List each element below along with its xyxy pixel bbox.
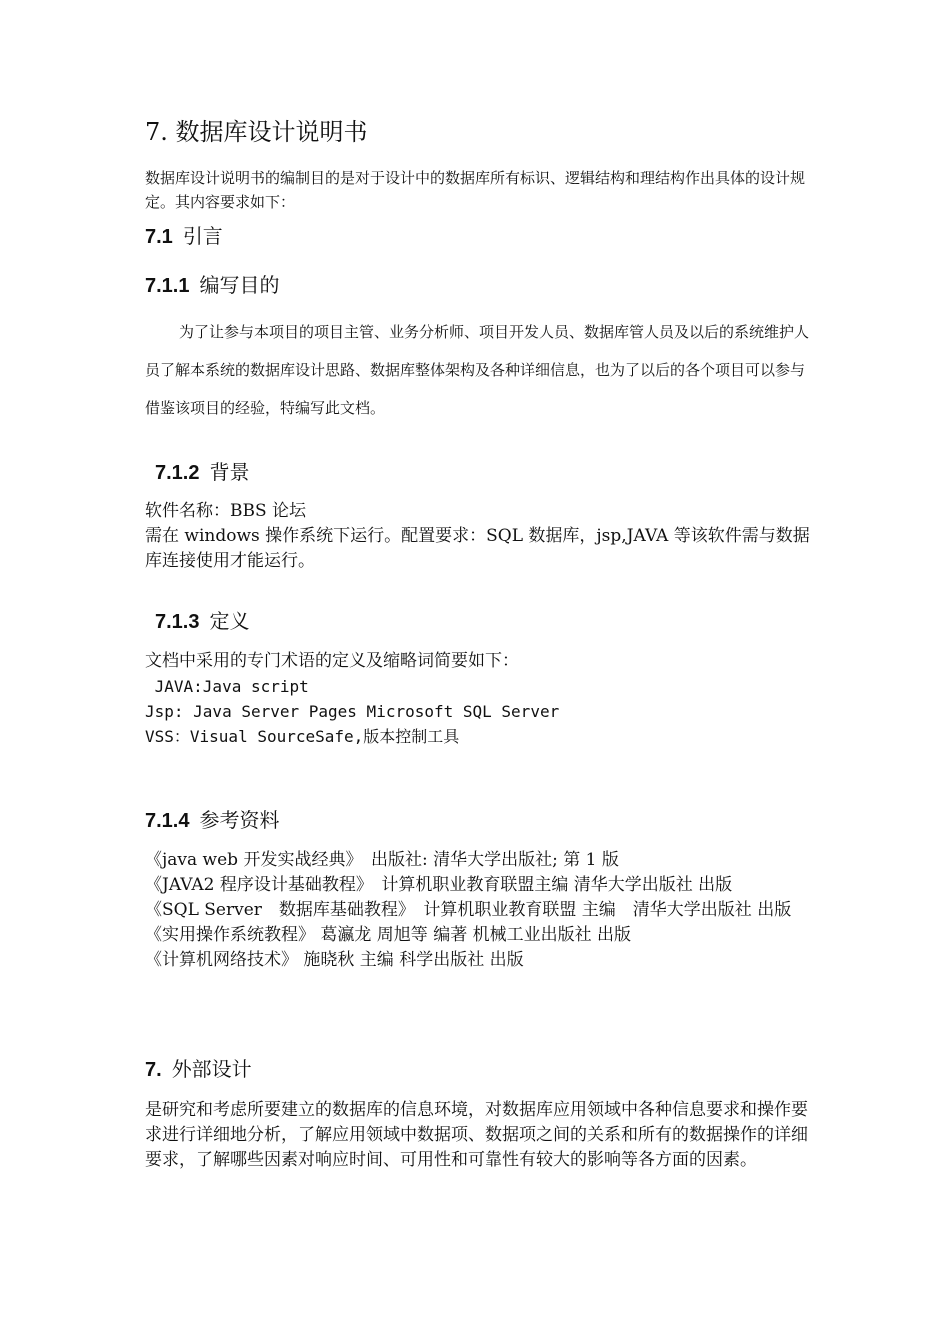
section-title: 引言 <box>182 224 223 248</box>
intro-paragraph: 数据库设计说明书的编制目的是对于设计中的数据库所有标识、逻辑结构和理结构作出具体的设计规定。其内容要求如下： <box>145 169 806 211</box>
definition-item: VSS：Visual SourceSafe,版本控制工具 <box>145 727 460 746</box>
section-7-1-heading <box>145 223 810 250</box>
section-7-1-4-heading <box>145 807 810 834</box>
definition-item: JAVA:Java script <box>145 677 309 696</box>
requirements-line: 需在 windows 操作系统下运行。配置要求：SQL 数据库，jsp,JAVA 等该软件需与数据库连接使用才能运行。 <box>145 526 810 571</box>
reference-item: 《计算机网络技术》 施晓秋 主编 科学出版社 出版 <box>145 950 524 970</box>
reference-item: 《JAVA2 程序设计基础教程》 计算机职业教育联盟主编 清华大学出版社 出版 <box>145 875 733 895</box>
section-7-1-1-heading <box>145 272 810 299</box>
section-title: 背景 <box>209 460 250 484</box>
definitions-lead: 文档中采用的专门术语的定义及缩略词简要如下： <box>145 651 519 671</box>
section-7-1-3-heading <box>155 608 820 635</box>
section-7-external-heading <box>145 1056 810 1083</box>
reference-item: 《SQL Server 数据库基础教程》 计算机职业教育联盟 主编 清华大学出版社 出版 <box>145 900 792 920</box>
software-name-line: 软件名称：BBS 论坛 <box>145 501 307 521</box>
section-number: 7. <box>145 1059 162 1081</box>
document-title: 7. 数据库设计说明书 <box>145 118 368 146</box>
background-block <box>145 499 810 574</box>
section-number: 7.1.1 <box>145 275 190 297</box>
reference-item: 《java web 开发实战经典》 出版社: 清华大学出版社; 第 1 版 <box>145 850 619 870</box>
definitions-block <box>145 649 810 749</box>
section-number: 7.1.3 <box>155 611 200 633</box>
references-list <box>145 848 810 973</box>
section-title: 定义 <box>209 609 250 633</box>
external-design-paragraph: 是研究和考虑所要建立的数据库的信息环境，对数据库应用领域中各种信息要求和操作要求进行详细地分析，了解应用领域中数据项、数据项之间的关系和所有的数据操作的详细要求，了解哪些因素对响应时间、可用性和可靠性有较大的影响等各方面的因素。 <box>145 1100 808 1170</box>
section-number: 7.1 <box>145 226 173 248</box>
section-7-1-2-heading <box>155 459 820 486</box>
section-title: 外部设计 <box>171 1057 252 1081</box>
definition-item: Jsp: Java Server Pages Microsoft SQL Server <box>145 702 560 721</box>
reference-item: 《实用操作系统教程》 葛瀛龙 周旭等 编著 机械工业出版社 出版 <box>145 925 632 945</box>
section-title: 参考资料 <box>199 808 280 832</box>
section-number: 7.1.2 <box>155 462 200 484</box>
section-number: 7.1.4 <box>145 810 190 832</box>
section-title: 编写目的 <box>199 273 280 297</box>
purpose-paragraph: 为了让参与本项目的项目主管、业务分析师、项目开发人员、数据库管人员及以后的系统维护人员了解本系统的数据库设计思路、数据库整体架构及各种详细信息，也为了以后的各个项目可以参与借鉴该项目的经验，特编写此文档。 <box>145 323 810 417</box>
